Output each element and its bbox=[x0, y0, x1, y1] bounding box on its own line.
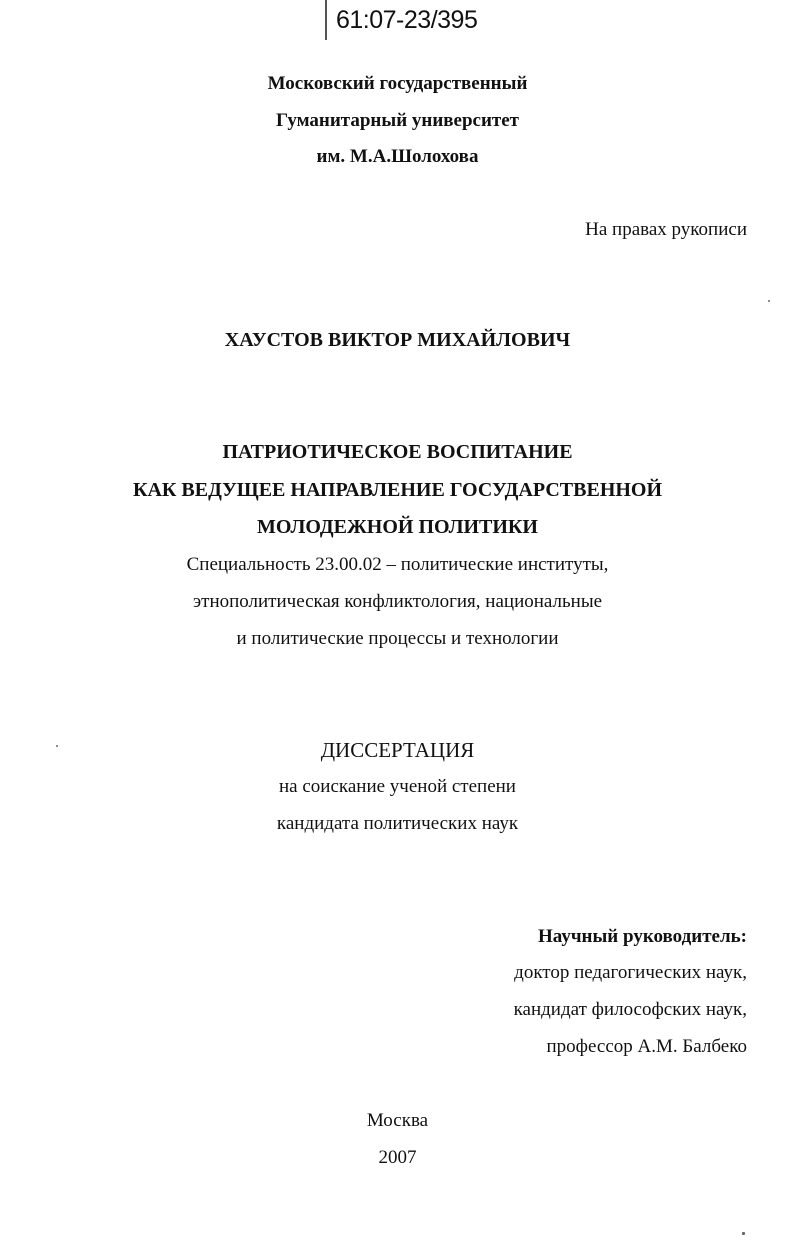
dissertation-heading: ДИССЕРТАЦИЯ bbox=[320, 738, 475, 762]
scan-speck bbox=[56, 745, 58, 747]
thesis-title-line-3: МОЛОДЕЖНОЙ ПОЛИТИКИ bbox=[257, 516, 538, 538]
university-line-2: Гуманитарный университет bbox=[275, 110, 520, 131]
thesis-title-line-2: КАК ВЕДУЩЕЕ НАПРАВЛЕНИЕ ГОСУДАРСТВЕННОЙ bbox=[132, 479, 663, 501]
specialty-line-2: этнополитическая конфликтология, национальные bbox=[192, 591, 603, 612]
scan-speck bbox=[742, 1232, 745, 1235]
supervisor-line-3: профессор А.М. Балбеко bbox=[546, 1036, 747, 1057]
author-name: ХАУСТОВ ВИКТОР МИХАЙЛОВИЧ bbox=[224, 329, 571, 351]
specialty-line-3: и политические процессы и технологии bbox=[236, 628, 559, 649]
city: Москва bbox=[366, 1110, 429, 1131]
dissertation-line-2: кандидата политических наук bbox=[276, 813, 519, 834]
supervisor-line-2: кандидат философских наук, bbox=[513, 999, 747, 1020]
scan-margin-mark bbox=[325, 0, 327, 40]
thesis-title-line-1: ПАТРИОТИЧЕСКОЕ ВОСПИТАНИЕ bbox=[222, 441, 573, 463]
year: 2007 bbox=[378, 1147, 417, 1168]
scan-speck bbox=[768, 300, 770, 302]
university-line-3: им. М.А.Шолохова bbox=[316, 146, 479, 167]
dissertation-line-1: на соискание ученой степени bbox=[279, 776, 516, 797]
supervisor-heading: Научный руководитель: bbox=[538, 926, 747, 947]
university-line-1: Московский государственный bbox=[267, 73, 528, 94]
call-number: 61:07-23/395 bbox=[336, 6, 478, 34]
specialty-line-1: Специальность 23.00.02 – политические институты, bbox=[186, 554, 609, 575]
supervisor-line-1: доктор педагогических наук, bbox=[514, 962, 747, 983]
rights-note: На правах рукописи bbox=[585, 219, 747, 240]
